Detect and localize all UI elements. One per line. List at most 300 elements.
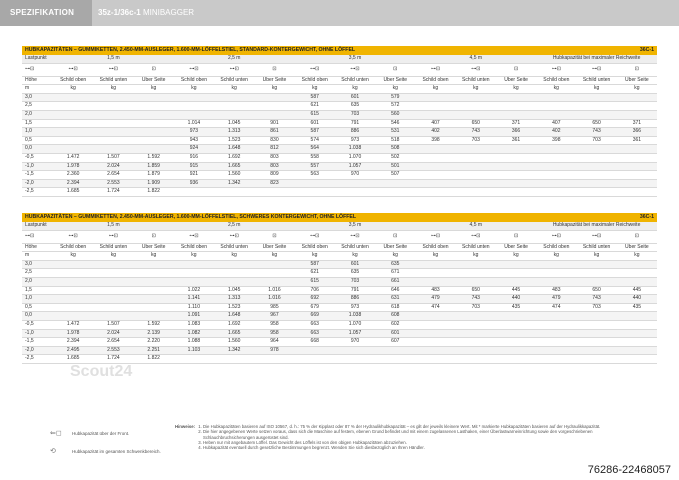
column-header-row: [22, 243, 657, 252]
capacity-value: [576, 312, 616, 321]
capacity-value: [456, 93, 496, 102]
unit-kg: kg: [174, 85, 214, 94]
capacity-value: [576, 338, 616, 347]
capacity-value: 650: [576, 119, 616, 128]
capacity-value: 2.139: [134, 329, 174, 338]
capacity-value: 1.685: [53, 188, 93, 197]
capacity-value: 1.648: [214, 312, 254, 321]
capacity-value: [536, 260, 576, 269]
front-blade-down-icon: ⊶⊡: [576, 230, 616, 243]
capacity-value: [415, 346, 455, 355]
unit-kg: kg: [295, 85, 335, 94]
unit-kg: kg: [335, 252, 375, 261]
unit-kg: kg: [456, 85, 496, 94]
capacity-value: [617, 355, 657, 364]
capacity-value: 587: [295, 93, 335, 102]
capacity-value: 669: [295, 312, 335, 321]
capacity-value: [254, 188, 294, 197]
capacity-value: [536, 312, 576, 321]
capacity-value: 608: [375, 312, 415, 321]
capacity-value: 2.654: [93, 338, 133, 347]
capacity-value: [456, 312, 496, 321]
capacity-value: [536, 188, 576, 197]
capacity-value: 2.394: [53, 338, 93, 347]
capacity-value: [536, 145, 576, 154]
capacity-value: 618: [375, 303, 415, 312]
capacity-value: 546: [375, 119, 415, 128]
capacity-value: 2.495: [53, 346, 93, 355]
col-blade-up: Schild oben: [53, 243, 93, 252]
capacity-value: 601: [295, 119, 335, 128]
col-blade-down: Schild unten: [335, 243, 375, 252]
unit-kg: kg: [93, 85, 133, 94]
capacity-value: 1.057: [335, 329, 375, 338]
capacity-value: 574: [295, 136, 335, 145]
capacity-value: [335, 355, 375, 364]
front-blade-down-icon: ⊶⊡: [93, 63, 133, 76]
capacity-value: [295, 346, 335, 355]
capacity-value: 621: [295, 102, 335, 111]
capacity-value: 943: [174, 136, 214, 145]
side-icon: ⊡: [134, 63, 174, 76]
table-model-code: 36C-1: [639, 47, 654, 53]
height-value: 2,5: [22, 102, 53, 111]
capacity-value: [456, 269, 496, 278]
capacity-value: 663: [295, 320, 335, 329]
capacity-value: [53, 110, 93, 119]
capacity-value: 474: [415, 303, 455, 312]
capacity-value: 706: [295, 286, 335, 295]
capacity-value: 2.553: [93, 179, 133, 188]
capacity-value: 1.070: [335, 320, 375, 329]
capacity-value: 1.016: [254, 295, 294, 304]
reach-label: 4,5 m: [415, 222, 536, 230]
capacity-value: [53, 136, 93, 145]
capacity-value: [576, 269, 616, 278]
capacity-value: 967: [254, 312, 294, 321]
capacity-value: 557: [295, 162, 335, 171]
capacity-value: 2.654: [93, 171, 133, 180]
capacity-value: [456, 179, 496, 188]
height-value: -2,0: [22, 179, 53, 188]
height-value: -0,5: [22, 320, 53, 329]
side-icon: ⊡: [496, 63, 536, 76]
height-value: 1,0: [22, 128, 53, 137]
col-blade-up: Schild oben: [415, 76, 455, 85]
capacity-value: [134, 277, 174, 286]
capacity-value: [415, 269, 455, 278]
capacity-value: 440: [617, 295, 657, 304]
capacity-value: [295, 355, 335, 364]
capacity-value: 1.909: [134, 179, 174, 188]
capacity-value: 518: [375, 136, 415, 145]
unit-kg: kg: [496, 85, 536, 94]
capacity-value: 474: [536, 303, 576, 312]
height-value: 0,0: [22, 312, 53, 321]
model-title: [98, 0, 194, 26]
section-tab: SPEZIFIKATION: [0, 0, 92, 26]
table-row: [22, 136, 657, 145]
capacity-value: 615: [295, 277, 335, 286]
capacity-value: 1.083: [174, 320, 214, 329]
capacity-value: 2.220: [134, 338, 174, 347]
capacity-value: 978: [254, 346, 294, 355]
capacity-value: 650: [456, 286, 496, 295]
capacity-value: 531: [375, 128, 415, 137]
height-value: -1,0: [22, 162, 53, 171]
reach-header-row: [22, 222, 657, 230]
col-over-side: Über Seite: [134, 243, 174, 252]
capacity-value: [214, 269, 254, 278]
capacity-value: 812: [254, 145, 294, 154]
capacity-value: 2.024: [93, 162, 133, 171]
table-row: [22, 162, 657, 171]
capacity-value: [496, 171, 536, 180]
capacity-value: [53, 145, 93, 154]
height-value: -1,5: [22, 338, 53, 347]
table-row: [22, 312, 657, 321]
capacity-value: 703: [576, 136, 616, 145]
capacity-value: [536, 329, 576, 338]
capacity-value: [456, 162, 496, 171]
capacity-value: [134, 102, 174, 111]
capacity-value: [617, 338, 657, 347]
unit-kg: kg: [93, 252, 133, 261]
capacity-value: [576, 188, 616, 197]
unit-kg: kg: [576, 85, 616, 94]
side-icon: ⊡: [254, 63, 294, 76]
capacity-value: [415, 188, 455, 197]
capacity-value: 1.472: [53, 320, 93, 329]
unit-kg: kg: [53, 252, 93, 261]
capacity-value: 1.592: [134, 320, 174, 329]
unit-m: m: [22, 252, 53, 261]
capacity-table: [22, 222, 657, 364]
reach-label: 3,5 m: [295, 55, 416, 63]
unit-kg: kg: [456, 252, 496, 261]
height-value: 1,0: [22, 295, 53, 304]
capacity-value: [576, 93, 616, 102]
capacity-value: [496, 329, 536, 338]
height-value: 3,0: [22, 93, 53, 102]
height-value: 0,5: [22, 303, 53, 312]
capacity-value: [496, 93, 536, 102]
capacity-value: [134, 295, 174, 304]
capacity-value: 1.141: [174, 295, 214, 304]
max-reach-label: Hubkapazität bei maximaler Reichweite: [536, 222, 657, 230]
watermark: Scout24: [70, 363, 133, 380]
table-title-bar: [22, 213, 657, 222]
capacity-value: [617, 320, 657, 329]
capacity-value: 607: [375, 338, 415, 347]
unit-kg: kg: [53, 85, 93, 94]
capacity-value: [214, 102, 254, 111]
capacity-value: 1.724: [93, 355, 133, 364]
capacity-value: [456, 277, 496, 286]
front-blade-down-icon: ⊶⊡: [335, 230, 375, 243]
capacity-value: [214, 260, 254, 269]
capacity-value: [375, 179, 415, 188]
load-point-icon: ⊶⊡: [22, 230, 53, 243]
unit-kg: kg: [415, 252, 455, 261]
table-row: [22, 188, 657, 197]
capacity-value: [53, 303, 93, 312]
height-value: 0,5: [22, 136, 53, 145]
icon-row: [22, 63, 657, 76]
notes: [175, 424, 645, 450]
capacity-value: [375, 188, 415, 197]
capacity-value: [576, 110, 616, 119]
height-value: 1,5: [22, 286, 53, 295]
front-capacity-icon: ⇐◻: [50, 430, 62, 437]
capacity-value: [576, 277, 616, 286]
capacity-value: [456, 153, 496, 162]
capacity-value: [617, 102, 657, 111]
capacity-value: 809: [254, 171, 294, 180]
unit-kg: kg: [496, 252, 536, 261]
capacity-value: [134, 128, 174, 137]
capacity-value: [93, 145, 133, 154]
capacity-value: 661: [375, 277, 415, 286]
capacity-value: [415, 171, 455, 180]
capacity-value: [496, 338, 536, 347]
capacity-value: 440: [496, 295, 536, 304]
capacity-value: 398: [536, 136, 576, 145]
capacity-value: 886: [335, 128, 375, 137]
lift-capacity-table-heavy: [22, 213, 657, 364]
unit-kg: kg: [617, 85, 657, 94]
capacity-value: [415, 277, 455, 286]
capacity-value: 1.082: [174, 329, 214, 338]
capacity-value: [174, 93, 214, 102]
capacity-value: [576, 102, 616, 111]
capacity-value: 361: [617, 136, 657, 145]
capacity-value: 601: [335, 260, 375, 269]
unit-kg: kg: [295, 252, 335, 261]
capacity-value: [335, 346, 375, 355]
capacity-value: [617, 110, 657, 119]
capacity-value: [53, 295, 93, 304]
capacity-value: [536, 179, 576, 188]
capacity-value: [536, 320, 576, 329]
front-blade-up-icon: ⊶⊡: [53, 63, 93, 76]
capacity-value: 1.724: [93, 188, 133, 197]
capacity-value: [53, 119, 93, 128]
capacity-value: [335, 188, 375, 197]
capacity-value: [496, 260, 536, 269]
table-title: HUBKAPAZITÄTEN – GUMMIKETTEN, 2.450-MM-AUSLEGER, 1.600-MM-LÖFFELSTIEL, SCHWERES KONTERGEWICHT, OHNE LÖFFEL: [25, 214, 357, 220]
capacity-value: 361: [496, 136, 536, 145]
capacity-value: [134, 145, 174, 154]
legend: [50, 424, 161, 460]
unit-kg: kg: [536, 85, 576, 94]
model-subtitle: MINIBAGGER: [142, 8, 195, 17]
front-blade-down-icon: ⊶⊡: [93, 230, 133, 243]
reach-header-row: [22, 55, 657, 63]
capacity-value: [617, 162, 657, 171]
capacity-value: [134, 260, 174, 269]
capacity-value: 915: [174, 162, 214, 171]
capacity-value: [375, 346, 415, 355]
table-model-code: 36C-1: [639, 214, 654, 220]
capacity-value: [93, 303, 133, 312]
capacity-value: [254, 269, 294, 278]
front-blade-up-icon: ⊶⊡: [295, 63, 335, 76]
note-item: 3. Heben nur mit angebautem Löffel. Das Gewicht des Löffels ist von den obigen Hubkapazitäten abzuziehen.: [203, 440, 645, 445]
col-blade-down: Schild unten: [214, 76, 254, 85]
capacity-value: 803: [254, 153, 294, 162]
capacity-value: [617, 153, 657, 162]
capacity-value: 703: [576, 303, 616, 312]
side-icon: ⊡: [134, 230, 174, 243]
capacity-value: 1.560: [214, 171, 254, 180]
capacity-value: [576, 329, 616, 338]
capacity-value: 1.103: [174, 346, 214, 355]
capacity-value: 1.822: [134, 188, 174, 197]
capacity-value: 507: [375, 171, 415, 180]
col-blade-up: Schild oben: [536, 76, 576, 85]
capacity-value: [415, 260, 455, 269]
capacity-value: [53, 286, 93, 295]
capacity-value: 1.692: [214, 320, 254, 329]
col-blade-down: Schild unten: [576, 76, 616, 85]
capacity-value: 563: [295, 171, 335, 180]
capacity-value: 916: [174, 153, 214, 162]
capacity-value: 602: [375, 320, 415, 329]
table-row: [22, 153, 657, 162]
capacity-value: [295, 188, 335, 197]
capacity-value: [617, 277, 657, 286]
capacity-value: 445: [617, 286, 657, 295]
column-header-row: [22, 76, 657, 85]
front-blade-down-icon: ⊶⊡: [214, 63, 254, 76]
front-blade-up-icon: ⊶⊡: [174, 63, 214, 76]
capacity-value: 791: [335, 119, 375, 128]
capacity-value: 479: [536, 295, 576, 304]
max-reach-label: Hubkapazität bei maximaler Reichweite: [536, 55, 657, 63]
table-row: [22, 329, 657, 338]
capacity-value: [415, 110, 455, 119]
col-blade-up: Schild oben: [53, 76, 93, 85]
icon-row: [22, 230, 657, 243]
front-blade-down-icon: ⊶⊡: [214, 230, 254, 243]
capacity-value: 1.070: [335, 153, 375, 162]
capacity-value: [254, 102, 294, 111]
capacity-value: 635: [335, 269, 375, 278]
capacity-value: 560: [375, 110, 415, 119]
unit-kg: kg: [375, 85, 415, 94]
side-icon: ⊡: [375, 230, 415, 243]
capacity-value: [415, 312, 455, 321]
capacity-value: 803: [254, 162, 294, 171]
capacity-value: 508: [375, 145, 415, 154]
capacity-value: 558: [295, 153, 335, 162]
side-icon: ⊡: [375, 63, 415, 76]
capacity-value: [536, 346, 576, 355]
capacity-value: [174, 355, 214, 364]
capacity-value: [456, 188, 496, 197]
capacity-value: [214, 277, 254, 286]
capacity-value: 407: [536, 119, 576, 128]
capacity-value: 1.014: [174, 119, 214, 128]
unit-kg: kg: [214, 85, 254, 94]
capacity-value: [214, 355, 254, 364]
capacity-value: 587: [295, 128, 335, 137]
capacity-value: [415, 329, 455, 338]
unit-kg: kg: [536, 252, 576, 261]
capacity-value: 791: [335, 286, 375, 295]
capacity-value: [617, 179, 657, 188]
model-name: 35z-1/36c-1: [98, 8, 141, 17]
capacity-value: 2.360: [53, 171, 93, 180]
capacity-value: 1.507: [93, 153, 133, 162]
capacity-value: [415, 102, 455, 111]
capacity-value: [536, 171, 576, 180]
table-title: HUBKAPAZITÄTEN – GUMMIKETTEN, 2.450-MM-AUSLEGER, 1.600-MM-LÖFFELSTIEL, STANDARD-KONTERGEWICHT, OHNE LÖFFEL: [25, 47, 356, 53]
col-over-side: Über Seite: [375, 76, 415, 85]
capacity-value: [214, 110, 254, 119]
capacity-value: 1.313: [214, 295, 254, 304]
capacity-value: 1.045: [214, 286, 254, 295]
col-over-side: Über Seite: [496, 76, 536, 85]
capacity-value: [174, 188, 214, 197]
capacity-value: 1.665: [214, 329, 254, 338]
capacity-value: [456, 102, 496, 111]
capacity-value: [134, 303, 174, 312]
front-blade-up-icon: ⊶⊡: [295, 230, 335, 243]
capacity-value: [415, 145, 455, 154]
capacity-value: 366: [617, 128, 657, 137]
capacity-value: [576, 260, 616, 269]
capacity-value: [415, 338, 455, 347]
capacity-value: [93, 269, 133, 278]
capacity-value: 1.822: [134, 355, 174, 364]
capacity-value: [214, 93, 254, 102]
capacity-value: 1.692: [214, 153, 254, 162]
capacity-value: 1.045: [214, 119, 254, 128]
capacity-value: [617, 93, 657, 102]
front-blade-up-icon: ⊶⊡: [174, 230, 214, 243]
capacity-value: [254, 260, 294, 269]
col-over-side: Über Seite: [254, 243, 294, 252]
height-value: -2,5: [22, 188, 53, 197]
table-title-bar: [22, 46, 657, 55]
table-row: [22, 171, 657, 180]
capacity-value: 435: [496, 303, 536, 312]
capacity-value: 886: [335, 295, 375, 304]
col-blade-up: Schild oben: [536, 243, 576, 252]
capacity-value: 823: [254, 179, 294, 188]
capacity-value: [134, 136, 174, 145]
stock-number: 76286-22468057: [587, 464, 671, 476]
capacity-value: 924: [174, 145, 214, 154]
height-value: -1,5: [22, 171, 53, 180]
capacity-value: [496, 179, 536, 188]
capacity-value: [53, 93, 93, 102]
capacity-value: [415, 355, 455, 364]
capacity-value: [93, 295, 133, 304]
capacity-value: [295, 179, 335, 188]
capacity-value: [496, 188, 536, 197]
capacity-value: 1.038: [335, 312, 375, 321]
reach-label: 1,5 m: [53, 55, 174, 63]
capacity-value: 703: [335, 110, 375, 119]
capacity-value: [134, 110, 174, 119]
load-point-icon: ⊶⊡: [22, 63, 53, 76]
capacity-value: [415, 179, 455, 188]
unit-kg: kg: [134, 85, 174, 94]
col-blade-down: Schild unten: [335, 76, 375, 85]
